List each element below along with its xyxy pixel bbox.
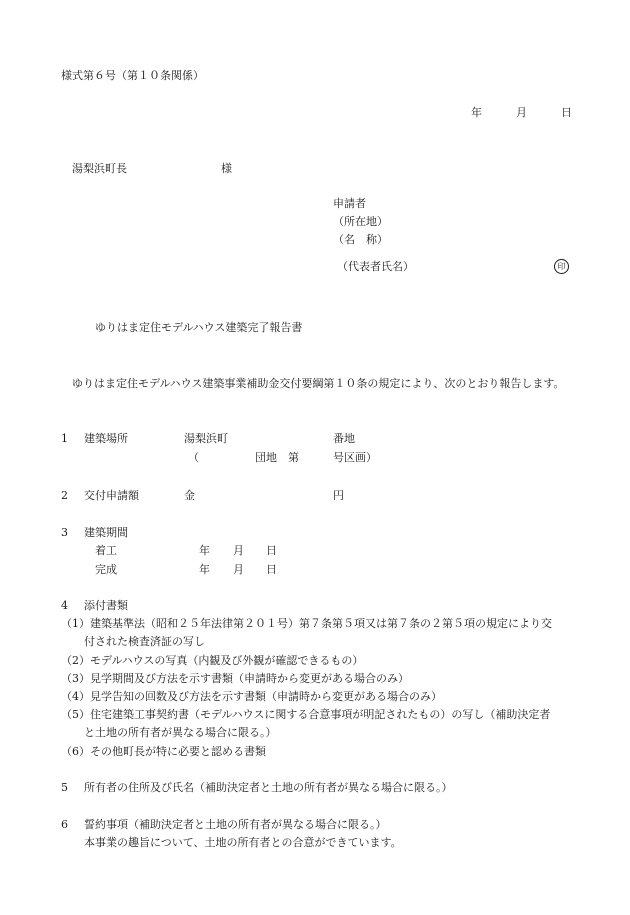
item-1-label: 建築場所 xyxy=(84,432,128,445)
date-year-label: 年 xyxy=(471,106,482,119)
item-6-number: 6 xyxy=(61,818,68,831)
intro-text: ゆりはま定住モデルハウス建築事業補助金交付要綱第１０条の規定により、次のとおり報告します。 xyxy=(72,377,565,390)
attachment-5-line2: と土地の所有者が異なる場合に限る。） xyxy=(84,726,277,739)
document-title: ゆりはま定住モデルハウス建築完了報告書 xyxy=(95,321,303,334)
period-end-year: 年 xyxy=(199,563,210,576)
item-4-number: 4 xyxy=(61,599,68,612)
item-4-label: 添付書類 xyxy=(84,599,128,612)
applicant-representative-label: （代表者氏名） xyxy=(337,260,414,273)
addressee-honorific: 様 xyxy=(221,162,232,175)
site-kukaku: 号区画） xyxy=(333,451,377,464)
grant-kin: 金 xyxy=(184,489,195,502)
addressee-name: 湯梨浜町長 xyxy=(72,162,127,175)
item-5-label: 所有者の住所及び氏名（補助決定者と土地の所有者が異なる場合に限る。） xyxy=(84,781,453,794)
applicant-name-label: （名 称） xyxy=(333,233,388,246)
attachment-5-line1: （5）住宅建築工事契約書（モデルハウスに関する合意事項が明記されたもの）の写し（補助決定者 xyxy=(61,708,551,721)
period-end-label: 完成 xyxy=(95,563,117,576)
attachment-4: （4）見学告知の回数及び方法を示す書類（申請時から変更がある場合のみ） xyxy=(61,690,442,703)
period-start-day: 日 xyxy=(266,544,277,557)
item-2-label: 交付申請額 xyxy=(84,489,139,502)
item-1-number: 1 xyxy=(61,432,68,445)
grant-yen: 円 xyxy=(333,489,344,502)
item-5-number: 5 xyxy=(61,781,68,794)
applicant-label: 申請者 xyxy=(333,197,366,210)
item-6-label: 誓約事項（補助決定者と土地の所有者が異なる場合に限る。） xyxy=(84,818,387,831)
site-danchi: 団地 第 xyxy=(255,451,299,464)
site-town: 湯梨浜町 xyxy=(184,432,228,445)
item-3-number: 3 xyxy=(61,526,68,539)
item-3-label: 建築期間 xyxy=(84,526,128,539)
site-banchi: 番地 xyxy=(333,432,355,445)
period-start-label: 着工 xyxy=(95,544,117,557)
attachment-1-line2: 付された検査済証の写し xyxy=(84,635,205,648)
applicant-address-label: （所在地） xyxy=(333,215,388,228)
attachment-6: （6）その他町長が特に必要と認める書類 xyxy=(61,745,266,758)
attachment-2: （2）モデルハウスの写真（内観及び外観が確認できるもの） xyxy=(61,654,364,667)
period-end-month: 月 xyxy=(233,563,244,576)
date-month-label: 月 xyxy=(516,106,527,119)
period-start-year: 年 xyxy=(199,544,210,557)
period-start-month: 月 xyxy=(233,544,244,557)
date-day-label: 日 xyxy=(561,106,572,119)
seal-mark-icon: 印 xyxy=(554,259,569,274)
site-paren-open: （ xyxy=(188,451,199,464)
pledge-text: 本事業の趣旨について、土地の所有者との合意ができています。 xyxy=(84,836,402,849)
period-end-day: 日 xyxy=(266,563,277,576)
attachment-1-line1: （1）建築基準法（昭和２５年法律第２０１号）第７条第５項又は第７条の２第５項の規定により交 xyxy=(61,617,552,630)
item-2-number: 2 xyxy=(61,489,68,502)
form-number: 様式第６号（第１０条関係） xyxy=(61,69,204,82)
attachment-3: （3）見学期間及び方法を示す書類（申請時から変更がある場合のみ） xyxy=(61,672,409,685)
